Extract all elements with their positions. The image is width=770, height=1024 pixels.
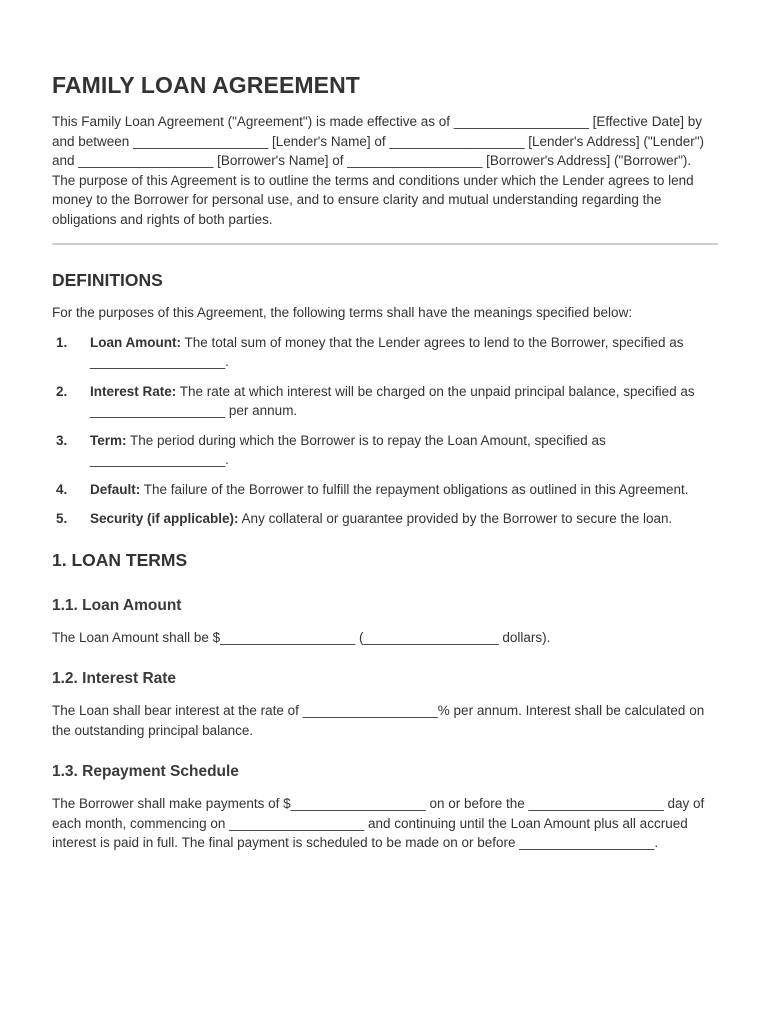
definitions-list <box>52 333 718 529</box>
definitions-lead: For the purposes of this Agreement, the following terms shall have the meanings specified below: <box>52 305 633 320</box>
definitions-heading: DEFINITIONS <box>52 270 163 290</box>
interest-rate-text: The Loan shall bear interest at the rate of __________________% per annum. Interest shall be calculated on the outstanding principal balance. <box>52 703 705 738</box>
definition-item-default <box>52 480 718 500</box>
definition-number: 2. <box>56 383 68 399</box>
definition-item-security <box>52 509 718 529</box>
repayment-schedule-heading: 1.3. Repayment Schedule <box>52 763 239 780</box>
definition-body <box>90 480 710 500</box>
definition-item-interest-rate <box>52 382 718 421</box>
definition-body <box>90 382 710 421</box>
definition-text: The rate at which interest will be charged on the unpaid principal balance, specified as __________________ per annum. <box>90 383 695 418</box>
loan-amount-heading: 1.1. Loan Amount <box>52 596 182 614</box>
definition-term: Loan Amount: <box>90 334 181 350</box>
definition-body <box>90 431 710 470</box>
definition-term: Interest Rate: <box>90 383 177 399</box>
repayment-schedule-text: The Borrower shall make payments of $__________________ on or before the __________________ day of each month, commencing on __________________ and continuing until the Loan Amount plus all accrued interest is paid in full. The final payment is scheduled to be made on or before __________________. <box>52 796 705 850</box>
loan-terms-heading: 1. LOAN TERMS <box>52 549 188 570</box>
definition-body <box>90 509 710 529</box>
definition-text: Any collateral or guarantee provided by the Borrower to secure the loan. <box>238 511 673 526</box>
definition-text: The total sum of money that the Lender agrees to lend to the Borrower, specified as __________________. <box>90 334 684 369</box>
definition-text: The period during which the Borrower is to repay the Loan Amount, specified as __________________. <box>90 432 606 467</box>
definition-term: Default: <box>90 481 141 497</box>
loan-amount-text: The Loan Amount shall be $__________________ (__________________ dollars). <box>52 629 551 645</box>
definition-item-loan-amount <box>52 333 718 372</box>
section-divider <box>52 243 718 245</box>
definition-number: 3. <box>56 432 68 448</box>
document-title: FAMILY LOAN AGREEMENT <box>52 72 360 98</box>
intro-paragraph: This Family Loan Agreement ("Agreement") is made effective as of __________________ [Effective Date] by and between __________________ [Lender's Name] of __________________ [Lender's Address] ("Lender") and __________________ [Borrower's Name] of __________________ [Borrower's Address] ("Borrower"). The purpose of this Agreement is to outline the terms and conditions under which the Lender agrees to lend money to the Borrower for personal use, and to ensure clarity and mutual understanding regarding the obligations and rights of both parties. <box>52 114 705 227</box>
definition-body <box>90 333 710 372</box>
definition-item-term <box>52 431 718 470</box>
definition-number: 4. <box>56 481 68 497</box>
definition-term: Security (if applicable): <box>90 511 239 526</box>
interest-rate-heading: 1.2. Interest Rate <box>52 670 177 687</box>
definition-text: The failure of the Borrower to fulfill the repayment obligations as outlined in this Agreement. <box>140 481 689 497</box>
definition-number: 1. <box>56 334 68 350</box>
definition-term: Term: <box>90 432 127 448</box>
definition-number: 5. <box>56 511 68 526</box>
